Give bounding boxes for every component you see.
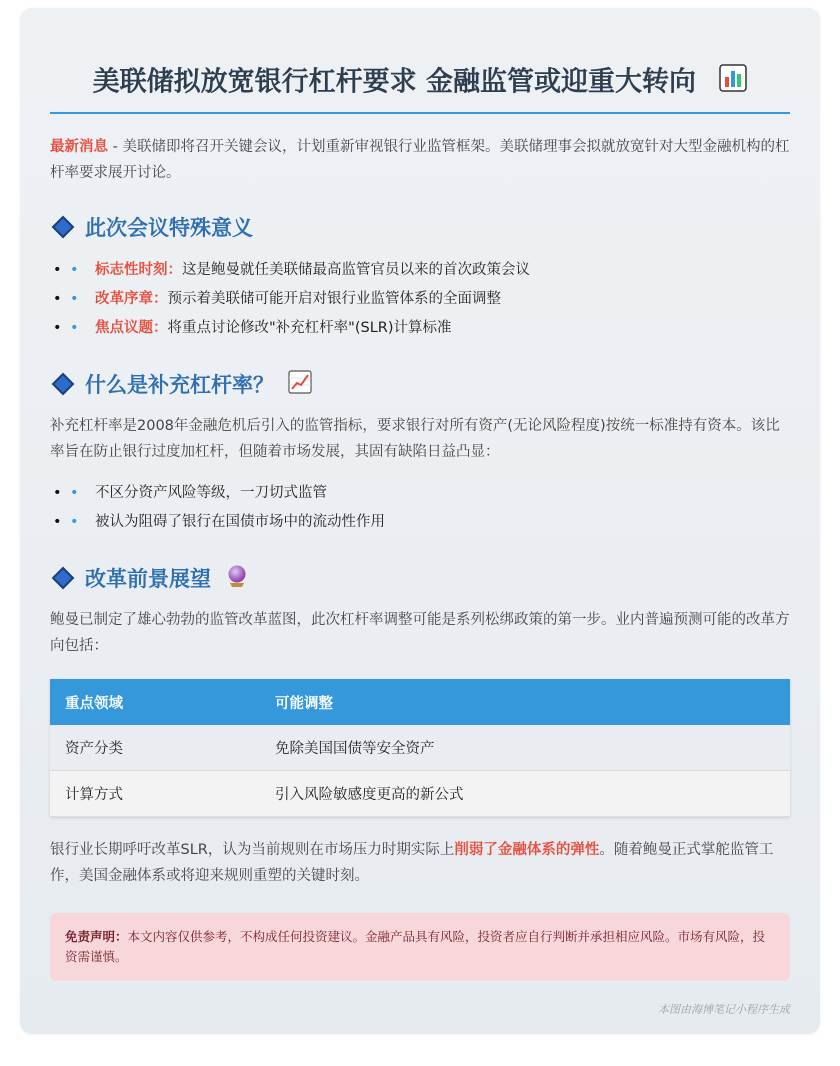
slr-paragraph: 补充杠杆率是2008年金融危机后引入的监管指标，要求银行对所有资产(无论风险程度)按统一标准持有资本。该比率旨在防止银行过度加杠杆，但随着市场发展，其固有缺陷日益凸显： [50, 418, 780, 460]
table-header-row [50, 679, 790, 725]
table-row [50, 771, 790, 817]
conclusion-highlight: 削弱了金融体系的弹性 [454, 842, 600, 858]
page-title-text: 美联储拟放宽银行杠杆要求 金融监管或迎重大转向 [92, 66, 696, 98]
list-item-text: 预示着美联储可能开启对银行业监管体系的全面调整 [167, 291, 501, 307]
intro-label: 最新消息 [50, 139, 108, 155]
list-item: • 不区分资产风险等级，一刀切式监管 • [50, 479, 790, 508]
disclaimer-text: 本文内容仅供参考，不构成任何投资建议。金融产品具有风险，投资者应自行判断并承担相应风险。市场有风险，投资需谨慎。 [65, 929, 766, 964]
crystal-ball-icon [225, 564, 249, 592]
list-item [50, 285, 790, 314]
list-item: • 被认为阻碍了银行在国债市场中的流动性作用 • [50, 508, 790, 537]
section-heading-slr [50, 369, 790, 399]
list-item-label: 焦点议题： [95, 320, 168, 336]
chart-increasing-icon [288, 370, 312, 398]
section-title: 改革前景展望 [85, 567, 211, 591]
diamond-icon [52, 567, 75, 590]
footer-credit: 本图由海博笔记小程序生成 [658, 1003, 790, 1016]
list-item-text: 这是鲍曼就任美联储最高监管官员以来的首次政策会议 [182, 262, 530, 278]
list-item-label: 改革序章： [95, 291, 168, 307]
table-cell: 免除美国国债等安全资产 [260, 725, 790, 771]
conclusion-text: 。随着鲍曼正式掌舵监管工作，美国金融体系或将迎来规则重塑的关键时刻。 [50, 842, 774, 884]
list-item [50, 314, 790, 343]
section-heading-significance [50, 212, 790, 242]
section-heading-outlook [50, 563, 790, 593]
slr-defects-list [50, 479, 790, 537]
significance-list [50, 256, 790, 343]
diamond-icon [52, 216, 75, 239]
table-cell: 计算方式 [50, 771, 260, 817]
article-card [20, 8, 820, 1034]
conclusion-paragraph [50, 837, 790, 889]
list-item-text: 将重点讨论修改"补充杠杆率"(SLR)计算标准 [167, 320, 452, 336]
bar-chart-icon [719, 64, 747, 102]
table-header-cell: 重点领域 [50, 679, 260, 725]
intro-text: - 美联储即将召开关键会议，计划重新审视银行业监管框架。美联储理事会拟就放宽针对大型金融机构的杠杆率要求展开讨论。 [50, 139, 790, 181]
reform-table [50, 679, 790, 817]
diamond-icon [52, 373, 75, 396]
section-title: 此次会议特殊意义 [85, 216, 253, 240]
table-cell: 引入风险敏感度更高的新公式 [260, 771, 790, 817]
list-item-label: 标志性时刻： [95, 262, 182, 278]
conclusion-text: 银行业长期呼吁改革SLR，认为当前规则在市场压力时期实际上 [50, 842, 455, 858]
table-row [50, 725, 790, 771]
intro-paragraph [50, 134, 790, 186]
title-divider [50, 112, 790, 114]
disclaimer-label: 免责声明： [65, 929, 128, 944]
table-cell: 资产分类 [50, 725, 260, 771]
list-item [50, 256, 790, 285]
outlook-paragraph: 鲍曼已制定了雄心勃勃的监管改革蓝图，此次杠杆率调整可能是系列松绑政策的第一步。业内普遍预测可能的改革方向包括： [50, 612, 790, 654]
page-title [50, 64, 790, 102]
section-title: 什么是补充杠杆率？ [85, 373, 274, 397]
disclaimer-box [50, 913, 790, 981]
table-header-cell: 可能调整 [260, 679, 790, 725]
